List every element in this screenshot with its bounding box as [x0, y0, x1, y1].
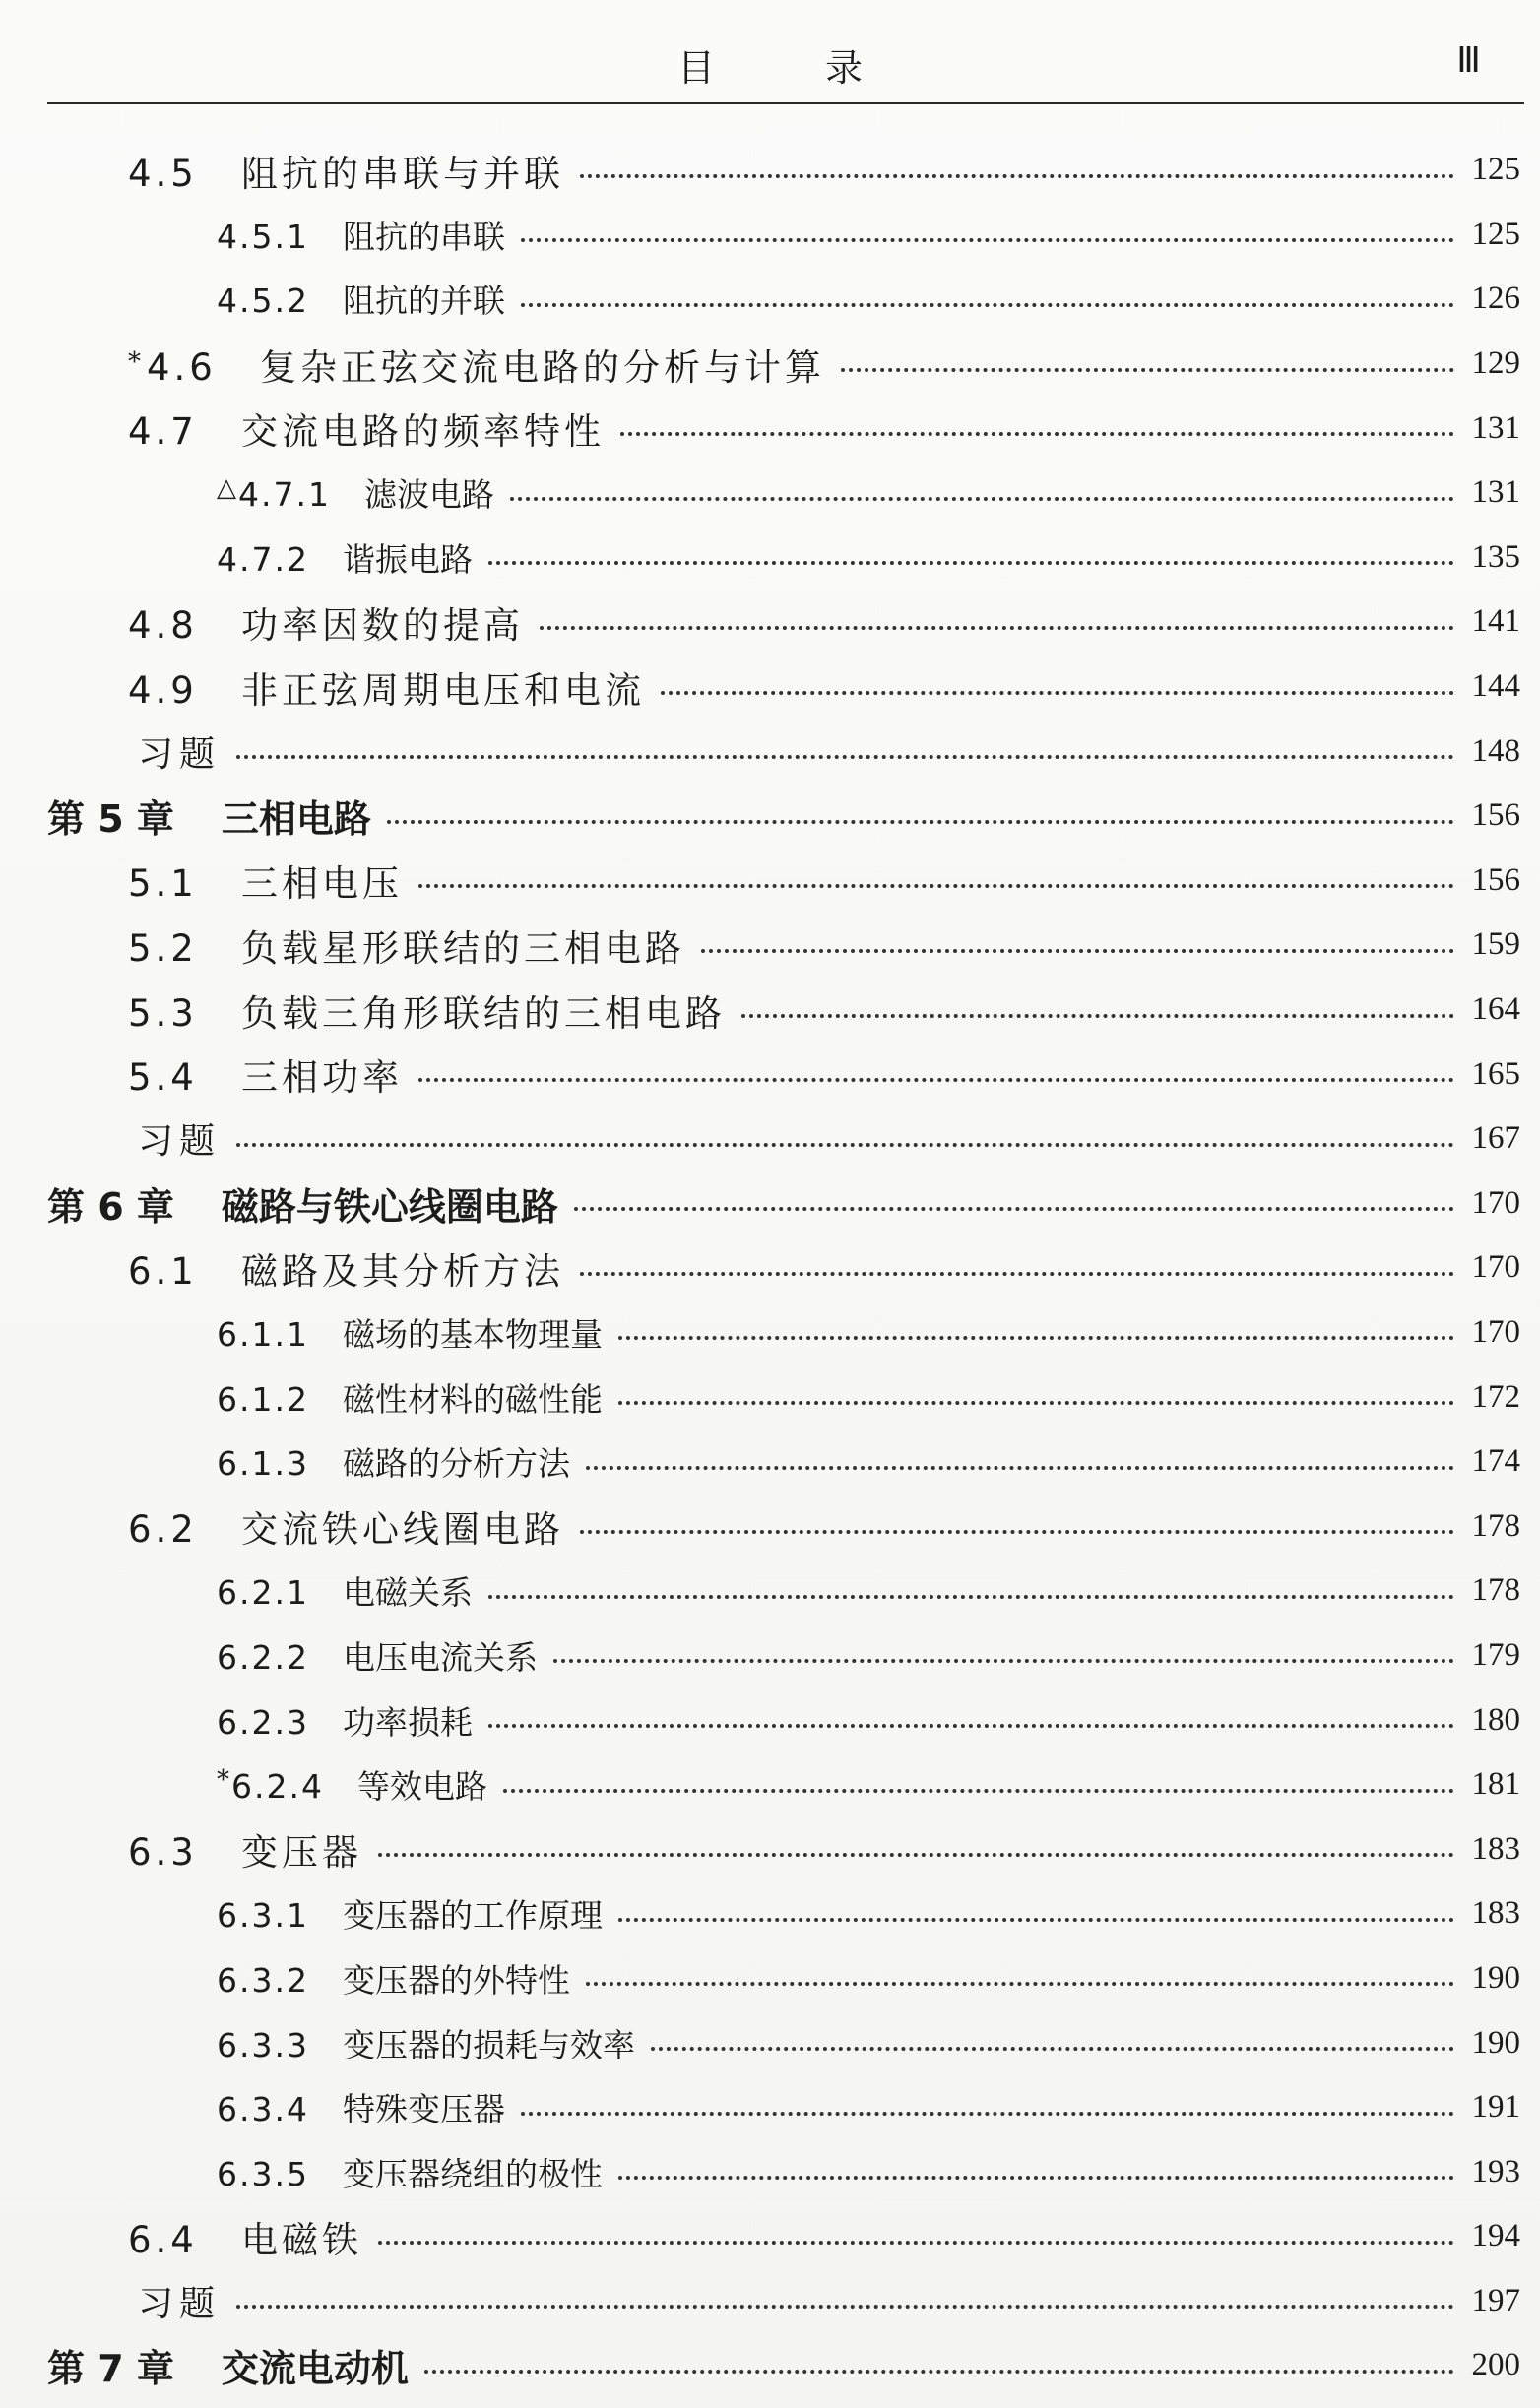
toc-leader-dots [618, 1399, 1454, 1405]
toc-leader-dots [236, 753, 1453, 759]
toc-entry-heading [217, 1890, 603, 1936]
toc-entry-subsection[interactable] [0, 267, 1540, 332]
toc-leader-dots [503, 1787, 1454, 1793]
toc-entry-subsection[interactable] [0, 1881, 1540, 1946]
toc-entry-subsection[interactable] [0, 203, 1540, 268]
toc-number: 6.4 [128, 2218, 198, 2261]
toc-page-number: 180 [1471, 1701, 1520, 1738]
toc-title: 三相电压 [241, 862, 403, 906]
toc-number: 6.2.1 [217, 1573, 309, 1613]
toc-leader-dots [488, 559, 1454, 565]
toc-page-number: 191 [1471, 2089, 1520, 2125]
toc-number: 4.7.1 [238, 475, 331, 515]
toc-entry-section[interactable] [0, 655, 1540, 720]
toc-page-number: 156 [1471, 861, 1520, 898]
toc-title: 非正弦周期电压和电流 [241, 668, 645, 712]
toc-leader-dots [661, 689, 1454, 695]
toc-entry-heading [128, 596, 524, 649]
toc-title: 功率因数的提高 [241, 603, 524, 647]
toc-page-number: 156 [1471, 797, 1520, 834]
toc-entry-heading [217, 1697, 473, 1743]
toc-title: 磁路的分析方法 [343, 1444, 570, 1484]
toc-page-number: 193 [1471, 2153, 1520, 2189]
toc-number: 6.2 [128, 1508, 198, 1552]
toc-entry-section[interactable] [0, 332, 1540, 397]
toc-page-number: 181 [1471, 1766, 1520, 1803]
toc-title: 滤波电路 [364, 475, 494, 515]
toc-number: 6.1.2 [217, 1379, 309, 1419]
toc-entry-heading [128, 983, 726, 1037]
toc-page-number: 183 [1471, 1895, 1520, 1932]
toc-leader-dots [741, 1012, 1454, 1018]
toc-page-number: 190 [1471, 1959, 1520, 1996]
toc-number: 6.1.3 [217, 1444, 309, 1484]
toc-page-number: 172 [1471, 1378, 1520, 1415]
toc-number: 4.9 [128, 668, 198, 712]
toc-entry-section[interactable] [0, 1493, 1540, 1558]
toc-title: 磁性材料的磁性能 [343, 1379, 603, 1419]
toc-title: 交流铁心线圈电路 [241, 1508, 564, 1552]
toc-leader-dots [521, 301, 1454, 307]
toc-title: 电压电流关系 [343, 1637, 538, 1677]
toc-entry-heading [217, 1955, 570, 2001]
toc-entry-heading [128, 1822, 362, 1875]
toc-number: 5.1 [128, 862, 198, 906]
toc-entry-subsection[interactable] [0, 2010, 1540, 2075]
toc-page-number: 131 [1471, 410, 1520, 446]
toc-entry-heading [128, 338, 825, 391]
toc-number: 6.2.2 [217, 1637, 309, 1677]
toc-entry-section[interactable] [0, 590, 1540, 655]
toc-title: 阻抗的串联与并联 [241, 152, 564, 195]
toc-leader-dots [620, 430, 1454, 436]
toc-page-number: 174 [1471, 1443, 1520, 1480]
toc-entry-heading [217, 1632, 538, 1679]
toc-entry-heading [217, 2084, 505, 2130]
toc-page-number: 135 [1471, 539, 1520, 575]
toc-page-number: 170 [1471, 1184, 1520, 1221]
toc-leader-dots [586, 1980, 1454, 1986]
toc-marker: * [217, 1765, 229, 1796]
toc-title: 习题 [138, 2283, 222, 2324]
toc-leader-dots [586, 1464, 1454, 1470]
toc-entry-subsection[interactable] [0, 1429, 1540, 1494]
toc-title: 三相功率 [241, 1056, 403, 1100]
toc-title: 等效电路 [357, 1767, 487, 1806]
toc-entry-heading [128, 1047, 403, 1101]
toc-number: 6.3.5 [217, 2154, 309, 2193]
toc-entry-heading [128, 1241, 564, 1295]
toc-title: 交流电路的频率特性 [241, 411, 605, 454]
table-of-contents [0, 138, 1540, 2398]
toc-entry-heading [47, 1176, 558, 1231]
toc-number: 第 5 章 [47, 797, 174, 842]
toc-leader-dots [701, 947, 1454, 953]
toc-entry-heading [217, 470, 494, 516]
toc-leader-dots [841, 366, 1454, 372]
toc-leader-dots [236, 2303, 1453, 2309]
toc-page-number: 170 [1471, 1313, 1520, 1350]
toc-entry-exercise[interactable] [0, 2269, 1540, 2334]
toc-title: 习题 [138, 733, 222, 775]
toc-entry-heading [217, 1761, 487, 1807]
toc-entry-heading [47, 2338, 409, 2392]
toc-leader-dots [236, 1141, 1453, 1147]
toc-entry-heading [138, 2276, 221, 2326]
toc-leader-dots [618, 2174, 1454, 2180]
toc-title: 习题 [138, 1121, 222, 1163]
toc-title: 变压器的损耗与效率 [343, 2025, 635, 2064]
toc-entry-subsection[interactable] [0, 461, 1540, 526]
toc-number: 5.2 [128, 926, 198, 970]
toc-page-number: 170 [1471, 1249, 1520, 1286]
toc-number: 第 7 章 [47, 2347, 174, 2391]
toc-entry-heading [217, 1374, 603, 1421]
toc-entry-exercise[interactable] [0, 1107, 1540, 1172]
toc-entry-heading [217, 535, 473, 581]
toc-title: 谐振电路 [343, 539, 473, 579]
toc-number: 4.5 [128, 152, 198, 195]
toc-page-number: 141 [1471, 603, 1520, 640]
toc-leader-dots [580, 1528, 1454, 1534]
toc-leader-dots [488, 1722, 1454, 1728]
toc-title: 负载星形联结的三相电路 [241, 926, 685, 970]
toc-entry-subsection[interactable] [0, 1946, 1540, 2011]
toc-leader-dots [580, 1270, 1454, 1276]
toc-leader-dots [553, 1657, 1454, 1663]
toc-leader-dots [618, 1916, 1454, 1922]
toc-page-number: 197 [1471, 2282, 1520, 2318]
toc-leader-dots [418, 1076, 1454, 1082]
toc-number: 5.4 [128, 1056, 198, 1100]
toc-leader-dots [488, 1593, 1454, 1599]
toc-number: 6.3.2 [217, 1960, 309, 1999]
toc-entry-heading [217, 2020, 635, 2066]
toc-number: 4.5.2 [217, 282, 309, 321]
toc-title: 负载三角形联结的三相电路 [241, 991, 726, 1035]
toc-page-number: 129 [1471, 346, 1520, 382]
toc-number: 6.3.4 [217, 2090, 309, 2129]
toc-entry-subsection[interactable] [0, 2075, 1540, 2140]
toc-entry-heading [138, 727, 221, 777]
toc-title: 阻抗的并联 [343, 282, 505, 321]
toc-entry-heading [128, 144, 564, 197]
toc-page-number: 148 [1471, 732, 1520, 769]
page-number: Ⅲ [1456, 40, 1481, 80]
toc-page-number: 125 [1471, 152, 1520, 188]
toc-entry-heading [217, 1567, 473, 1614]
toc-leader-dots [378, 2239, 1454, 2245]
toc-entry-chapter[interactable] [0, 784, 1540, 849]
toc-leader-dots [580, 172, 1454, 178]
toc-title: 复杂正弦交流电路的分析与计算 [260, 346, 825, 389]
toc-entry-heading [217, 276, 505, 322]
toc-leader-dots [521, 236, 1454, 242]
toc-entry-exercise[interactable] [0, 719, 1540, 784]
toc-entry-subsection[interactable] [0, 1364, 1540, 1429]
toc-page-number: 131 [1471, 475, 1520, 511]
toc-entry-heading [128, 1499, 564, 1553]
toc-number: 4.7 [128, 411, 198, 454]
toc-entry-section[interactable] [0, 138, 1540, 203]
toc-marker: △ [217, 474, 236, 504]
toc-entry-heading [128, 661, 645, 714]
toc-entry-subsection[interactable] [0, 1300, 1540, 1365]
toc-entry-heading [138, 1113, 221, 1164]
toc-entry-heading [217, 2149, 603, 2195]
toc-entry-heading [128, 402, 605, 455]
toc-title: 磁场的基本物理量 [343, 1314, 603, 1354]
toc-number: 4.7.2 [217, 539, 309, 579]
toc-entry-section[interactable] [0, 1236, 1540, 1300]
toc-leader-dots [574, 1205, 1454, 1211]
toc-entry-section[interactable] [0, 1816, 1540, 1881]
toc-leader-dots [378, 1851, 1454, 1857]
toc-title: 变压器绕组的极性 [343, 2154, 603, 2193]
toc-number: 4.5.1 [217, 217, 309, 256]
toc-entry-chapter[interactable] [0, 1172, 1540, 1236]
toc-page-number: 190 [1471, 2024, 1520, 2060]
toc-number: 6.3 [128, 1831, 198, 1874]
toc-entry-subsection[interactable] [0, 526, 1540, 591]
toc-number: 6.3.1 [217, 1896, 309, 1935]
toc-leader-dots [540, 624, 1454, 630]
toc-number: 第 6 章 [47, 1184, 174, 1229]
toc-number: 6.2.3 [217, 1702, 309, 1742]
toc-page-number: 200 [1471, 2347, 1520, 2383]
toc-page-number: 167 [1471, 1120, 1520, 1157]
toc-leader-dots [424, 2368, 1454, 2374]
toc-leader-dots [510, 495, 1454, 501]
toc-page-number: 125 [1471, 216, 1520, 252]
toc-leader-dots [521, 2110, 1454, 2116]
toc-entry-subsection[interactable] [0, 1558, 1540, 1623]
toc-page-number: 183 [1471, 1830, 1520, 1867]
toc-entry-heading [128, 854, 403, 907]
toc-entry-subsection[interactable] [0, 1623, 1540, 1688]
page-header-title: 目 录 [676, 46, 913, 90]
toc-title: 三相电路 [221, 797, 371, 842]
toc-title: 电磁关系 [343, 1573, 473, 1613]
toc-title: 变压器的外特性 [343, 1960, 570, 1999]
toc-title: 功率损耗 [343, 1702, 473, 1742]
toc-entry-heading [217, 1309, 603, 1356]
toc-entry-subsection[interactable] [0, 1687, 1540, 1752]
toc-entry-section[interactable] [0, 978, 1540, 1043]
toc-entry-section[interactable] [0, 849, 1540, 914]
toc-title: 变压器 [241, 1831, 362, 1874]
toc-title: 磁路与铁心线圈电路 [221, 1184, 558, 1229]
toc-number: 6.1.1 [217, 1314, 309, 1354]
toc-title: 交流电动机 [221, 2347, 409, 2391]
toc-title: 电磁铁 [241, 2218, 362, 2261]
toc-entry-subsection[interactable] [0, 2139, 1540, 2204]
toc-number: 5.3 [128, 991, 198, 1035]
toc-entry-chapter[interactable] [0, 2333, 1540, 2398]
toc-entry-heading [128, 2210, 362, 2263]
header-rule [47, 102, 1524, 104]
toc-entry-heading [47, 789, 371, 843]
toc-leader-dots [387, 818, 1454, 824]
toc-entry-section[interactable] [0, 913, 1540, 978]
toc-leader-dots [651, 2045, 1454, 2051]
toc-entry-subsection[interactable] [0, 1752, 1540, 1817]
toc-number: 4.6 [147, 346, 217, 389]
toc-page-number: 164 [1471, 991, 1520, 1028]
toc-page-number: 194 [1471, 2218, 1520, 2254]
toc-page-number: 179 [1471, 1636, 1520, 1673]
toc-title: 变压器的工作原理 [343, 1896, 603, 1935]
toc-page-number: 159 [1471, 926, 1520, 963]
toc-entry-heading [217, 1438, 570, 1485]
toc-leader-dots [418, 882, 1454, 888]
toc-page-number: 144 [1471, 668, 1520, 705]
toc-title: 磁路及其分析方法 [241, 1249, 564, 1293]
toc-number: 6.2.4 [231, 1767, 324, 1806]
toc-page-number: 126 [1471, 281, 1520, 317]
toc-title: 特殊变压器 [343, 2090, 505, 2129]
toc-page-number: 165 [1471, 1055, 1520, 1092]
toc-title: 阻抗的串联 [343, 217, 505, 256]
toc-number: 6.1 [128, 1249, 198, 1293]
toc-entry-heading [217, 212, 505, 258]
toc-number: 6.3.3 [217, 2025, 309, 2064]
toc-entry-heading [128, 919, 685, 972]
toc-entry-section[interactable] [0, 2204, 1540, 2269]
toc-marker: * [128, 347, 145, 377]
toc-page-number: 178 [1471, 1507, 1520, 1544]
toc-page-number: 178 [1471, 1572, 1520, 1609]
toc-number: 4.8 [128, 603, 198, 647]
toc-leader-dots [618, 1334, 1454, 1340]
toc-entry-section[interactable] [0, 1042, 1540, 1107]
toc-entry-section[interactable] [0, 396, 1540, 461]
